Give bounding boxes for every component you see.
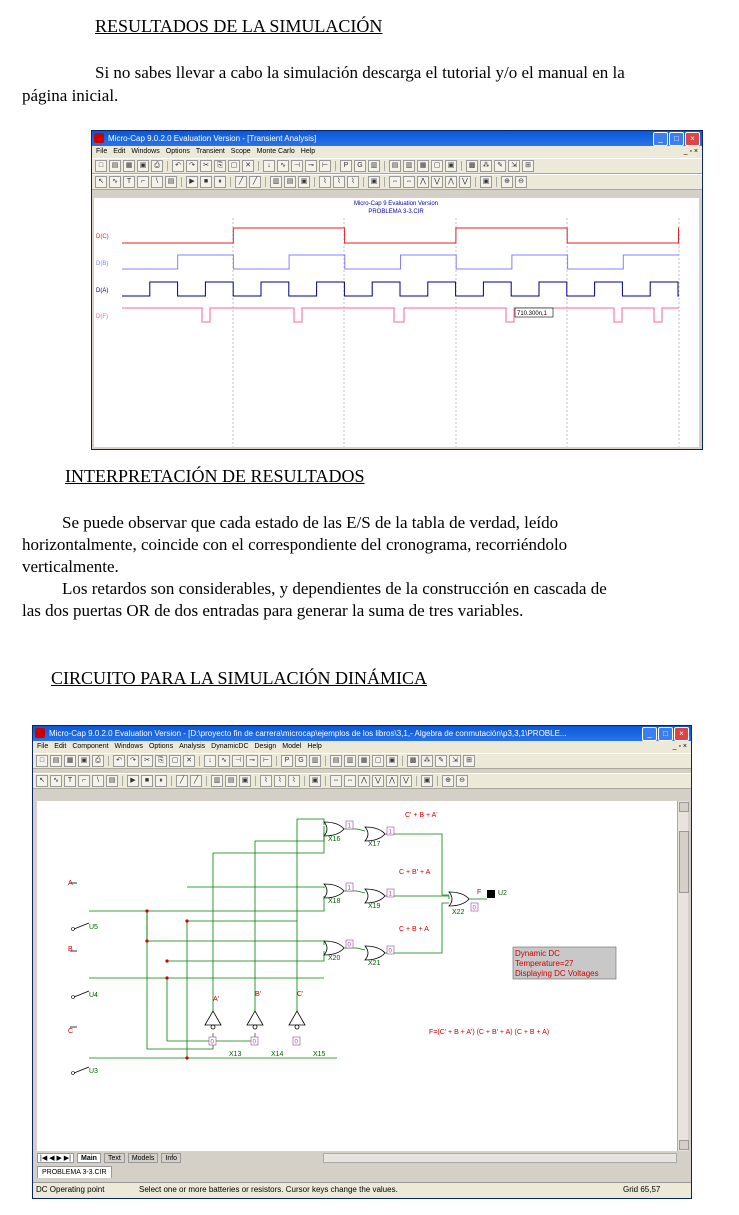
toolbar-button-icon[interactable]: ⌇ [319, 176, 331, 188]
circuit-toolbar-1 [33, 753, 691, 769]
gate-label-x16: X16 [328, 836, 341, 843]
toolbar-button-icon[interactable]: ✎ [435, 755, 447, 767]
toolbar-button-icon[interactable]: G [354, 160, 366, 172]
toolbar-separator [475, 177, 476, 187]
gate-x18 [324, 884, 344, 898]
wire [385, 896, 449, 899]
toolbar-button-icon[interactable]: T [64, 775, 76, 787]
status-message: Select one or more batteries or resistors. Cursor keys change the values. [139, 1185, 398, 1194]
tab-main[interactable]: Main [77, 1153, 101, 1163]
toolbar-button-icon[interactable]: ⋀ [358, 775, 370, 787]
menu-file[interactable]: File [37, 743, 49, 750]
toolbar-button-icon[interactable]: ⋀ [417, 176, 429, 188]
app-icon [94, 133, 104, 143]
circuit-title: Micro-Cap 9.0.2.0 Evaluation Version - [D:\proyecto fin de carrera\microcap\ejemplos de los libros\3,1,- Algebra de conmutación\p3,3,1\PROBLE... [49, 729, 567, 738]
toolbar-separator [122, 776, 123, 786]
toolbar-button-icon[interactable]: ⊕ [501, 176, 513, 188]
toolbar-button-icon[interactable]: ▤ [109, 160, 121, 172]
trace-label-df: D(F) [96, 314, 108, 320]
toolbar-button-icon[interactable]: ∿ [50, 775, 62, 787]
wire [147, 911, 213, 1049]
menu-windows[interactable]: Windows [114, 743, 143, 750]
gate-x19 [365, 889, 385, 903]
tab-info[interactable]: Info [161, 1153, 181, 1163]
toolbar-button-icon[interactable]: ▢ [431, 160, 443, 172]
switch-label-u3: U3 [89, 1068, 98, 1075]
tab-models[interactable]: Models [128, 1153, 159, 1163]
toolbar-separator [108, 756, 109, 766]
status-left: DC Operating point [36, 1185, 105, 1194]
toolbar-button-icon[interactable]: ∿ [277, 160, 289, 172]
toolbar-button-icon[interactable]: ▦ [123, 160, 135, 172]
trace-df [122, 308, 679, 322]
toolbar-button-icon[interactable]: ✎ [494, 160, 506, 172]
toolbar-button-icon[interactable]: ▤ [330, 755, 342, 767]
inverter-top-c: C' [297, 991, 304, 998]
toolbar-button-icon[interactable]: ⎘ [155, 755, 167, 767]
trace-da [122, 282, 679, 296]
toolbar-button-icon[interactable]: ∿ [218, 755, 230, 767]
menu-transient[interactable]: Transient [195, 148, 225, 155]
toolbar-button-icon[interactable]: ▣ [239, 775, 251, 787]
wire [255, 832, 324, 1011]
inverter-label-x14: X14 [271, 1051, 284, 1058]
close-button[interactable]: × [674, 727, 689, 741]
transient-titlebar [92, 131, 702, 146]
sheet-tabs [37, 1153, 322, 1163]
toolbar-button-icon[interactable]: ▥ [270, 176, 282, 188]
toolbar-separator [496, 177, 497, 187]
toolbar-button-icon[interactable]: ⋁ [372, 775, 384, 787]
toolbar-button-icon[interactable]: ∿ [109, 176, 121, 188]
toolbar-button-icon[interactable]: ▣ [137, 160, 149, 172]
toolbar-button-icon[interactable]: □ [95, 160, 107, 172]
toolbar-separator [199, 756, 200, 766]
toolbar-button-icon[interactable]: ▶ [127, 775, 139, 787]
boolean-formula: F=(C' + B + A') (C + B' + A) (C + B + A) [429, 1029, 550, 1036]
gate-label-x18: X18 [328, 898, 341, 905]
toolbar-button-icon[interactable]: ⋀ [445, 176, 457, 188]
toolbar-button-icon[interactable]: ▦ [64, 755, 76, 767]
plot-title-2: PROBLEMA 3-3.CIR [368, 209, 424, 215]
menu-design[interactable]: Design [254, 743, 277, 750]
schematic-wires [70, 819, 487, 1075]
switch-label-u4: U4 [89, 992, 98, 999]
toolbar-button-icon[interactable]: ▥ [368, 160, 380, 172]
toolbar-button-icon[interactable]: ⌇ [347, 176, 359, 188]
toolbar-button-icon[interactable]: ▤ [225, 775, 237, 787]
expr-3: C + B + A [399, 926, 429, 933]
menu-model[interactable]: Model [282, 743, 302, 750]
toolbar-button-icon[interactable]: ↖ [36, 775, 48, 787]
toolbar-separator [402, 756, 403, 766]
toolbar-button-icon[interactable]: □ [36, 755, 48, 767]
mdi-controls[interactable]: _ ▫ × [683, 148, 698, 155]
scroll-down-arrow[interactable] [679, 1140, 689, 1150]
wire [385, 834, 449, 895]
toolbar-button-icon[interactable]: ↓ [263, 160, 275, 172]
toolbar-button-icon[interactable]: ╱ [190, 775, 202, 787]
toolbar-button-icon[interactable]: ⎙ [151, 160, 163, 172]
junction-dot [145, 939, 148, 942]
minimize-button[interactable]: _ [642, 727, 657, 741]
transient-toolbar-1 [92, 158, 702, 174]
vertical-scrollbar[interactable] [677, 801, 688, 1151]
switch-u5-lever [74, 923, 89, 929]
toolbar-separator [258, 161, 259, 171]
toolbar-button-icon[interactable]: ⎙ [92, 755, 104, 767]
toolbar-button-icon[interactable]: ⊖ [456, 775, 468, 787]
toolbar-button-icon[interactable]: ✂ [141, 755, 153, 767]
gate-label-x21: X21 [368, 960, 381, 967]
toolbar-button-icon[interactable]: ▣ [78, 755, 90, 767]
state-x18: 1 [347, 885, 351, 892]
toolbar-button-icon[interactable]: ↶ [113, 755, 125, 767]
junction-dot [165, 959, 168, 962]
info-line-2: Temperature=27 [515, 959, 574, 968]
toolbar-button-icon[interactable]: P [340, 160, 352, 172]
menu-file[interactable]: File [96, 148, 108, 155]
circuit-toolbar-2 [33, 773, 691, 789]
interp-p1-line1: Se puede observar que cada estado de las E/S de la tabla de verdad, leído [62, 513, 559, 532]
toolbar-button-icon[interactable]: ⊕ [442, 775, 454, 787]
toolbar-button-icon[interactable]: ■ [141, 775, 153, 787]
toolbar-button-icon[interactable]: ⇔ [344, 775, 356, 787]
junction-dot [185, 919, 188, 922]
toolbar-button-icon[interactable]: ⊣ [291, 160, 303, 172]
expr-2: C + B' + A [399, 869, 431, 876]
input-label-c: C [68, 1028, 74, 1035]
toolbar-button-icon[interactable]: ⋁ [459, 176, 471, 188]
toolbar-button-icon[interactable]: ■ [200, 176, 212, 188]
toolbar-separator [171, 776, 172, 786]
menu-edit[interactable]: Edit [113, 148, 126, 155]
toolbar-button-icon[interactable]: ⏸ [214, 176, 226, 188]
toolbar-separator [167, 161, 168, 171]
toolbar-button-icon[interactable]: ↶ [172, 160, 184, 172]
transient-toolbar-2 [92, 174, 702, 190]
gate-x17 [365, 827, 385, 841]
toolbar-separator [230, 177, 231, 187]
junction-dot [185, 1056, 188, 1059]
toolbar-button-icon[interactable]: \ [151, 176, 163, 188]
input-label-b: B [68, 946, 73, 953]
toolbar-button-icon[interactable]: ↷ [186, 160, 198, 172]
inverter-x15 [289, 1011, 305, 1025]
inverter-x15-bubble [295, 1025, 299, 1029]
toolbar-button-icon[interactable]: ▥ [403, 160, 415, 172]
inverter-top-b: B' [255, 991, 262, 998]
junction-dot [165, 976, 168, 979]
menu-component[interactable]: Component [72, 743, 109, 750]
close-button[interactable]: × [685, 132, 700, 146]
inverter-x14-bubble [253, 1025, 257, 1029]
input-label-a: A [68, 880, 73, 887]
info-line-1: Dynamic DC [515, 949, 560, 958]
plot-grid [233, 218, 679, 447]
toolbar-button-icon[interactable]: ▥ [211, 775, 223, 787]
section-heading-circuito: CIRCUITO PARA LA SIMULACIÓN DINÁMICA [51, 668, 428, 688]
mdi-controls[interactable]: _ ▫ × [672, 743, 687, 750]
gate-label-x19: X19 [368, 903, 381, 910]
toolbar-button-icon[interactable]: ▣ [445, 160, 457, 172]
toolbar-button-icon[interactable]: \ [92, 775, 104, 787]
toolbar-button-icon[interactable]: ⇔ [330, 775, 342, 787]
switch-u4-lever [74, 991, 89, 997]
state-x14: 0 [252, 1039, 256, 1046]
toolbar-button-icon[interactable]: ↖ [95, 176, 107, 188]
toolbar-button-icon[interactable]: ⇔ [403, 176, 415, 188]
menu-help[interactable]: Help [307, 743, 322, 750]
plot-traces [122, 228, 679, 322]
toolbar-separator [461, 161, 462, 171]
toolbar-button-icon[interactable]: ⊞ [522, 160, 534, 172]
toolbar-button-icon[interactable]: ▤ [389, 160, 401, 172]
wire [297, 819, 324, 1011]
app-icon [35, 728, 45, 738]
trace-label-da: D(A) [96, 288, 109, 294]
tab-text[interactable]: Text [104, 1153, 125, 1163]
toolbar-button-icon[interactable]: ▣ [421, 775, 433, 787]
toolbar-button-icon[interactable]: ⋀ [386, 775, 398, 787]
toolbar-button-icon[interactable]: ╱ [176, 775, 188, 787]
cursor-readout: 710.300n,1 [517, 311, 548, 317]
menu-scope[interactable]: Scope [230, 148, 251, 155]
toolbar-button-icon[interactable]: ⇔ [389, 176, 401, 188]
toolbar-separator [384, 161, 385, 171]
gate-x22 [449, 892, 469, 906]
toolbar-button-icon[interactable]: ⋁ [400, 775, 412, 787]
toolbar-button-icon[interactable]: ✂ [200, 160, 212, 172]
toolbar-separator [384, 177, 385, 187]
toolbar-button-icon[interactable]: T [123, 176, 135, 188]
toolbar-button-icon[interactable]: ↷ [127, 755, 139, 767]
state-x17: 1 [388, 829, 392, 836]
minimize-button[interactable]: _ [653, 132, 668, 146]
gate-label-x20: X20 [328, 955, 341, 962]
trace-label-db: D(B) [96, 261, 109, 267]
circuit-window [32, 725, 692, 1199]
scroll-thumb[interactable] [679, 831, 689, 893]
plot-title-1: Micro-Cap 9 Evaluation Version [353, 201, 439, 207]
inverter-label-x13: X13 [229, 1051, 242, 1058]
toolbar-separator [206, 776, 207, 786]
toolbar-button-icon[interactable]: ⋁ [431, 176, 443, 188]
toolbar-button-icon[interactable]: ⇲ [508, 160, 520, 172]
interp-p1-line3: verticalmente. [22, 557, 119, 576]
toolbar-button-icon[interactable]: ⊢ [319, 160, 331, 172]
toolbar-separator [325, 756, 326, 766]
transient-plot-area[interactable] [94, 198, 699, 447]
wire [187, 921, 297, 1058]
toolbar-separator [416, 776, 417, 786]
wire [89, 896, 324, 911]
info-line-3: Displaying DC Voltages [515, 969, 599, 978]
interp-p2-line1: Los retardos son considerables, y dependientes de la construcción en cascada de [62, 579, 607, 598]
toolbar-button-icon[interactable]: ▦ [358, 755, 370, 767]
toolbar-button-icon[interactable]: ⊣ [232, 755, 244, 767]
toolbar-button-icon[interactable]: ▩ [466, 160, 478, 172]
toolbar-button-icon[interactable]: G [295, 755, 307, 767]
gate-x16 [324, 822, 344, 836]
menu-windows[interactable]: Windows [131, 148, 160, 155]
toolbar-button-icon[interactable]: ▣ [298, 176, 310, 188]
trace-db [122, 255, 679, 269]
toolbar-button-icon[interactable]: ▢ [169, 755, 181, 767]
toolbar-button-icon[interactable]: ↓ [204, 755, 216, 767]
toolbar-separator [314, 177, 315, 187]
toolbar-button-icon[interactable]: ⇲ [449, 755, 461, 767]
toolbar-button-icon[interactable]: ⎘ [214, 160, 226, 172]
state-x21: 0 [388, 948, 392, 955]
toolbar-button-icon[interactable]: ▤ [284, 176, 296, 188]
wire [213, 826, 324, 1011]
timing-diagram [94, 198, 699, 447]
state-x15: 0 [294, 1039, 298, 1046]
menu-dynamicdc[interactable]: DynamicDC [211, 743, 249, 750]
toolbar-button-icon[interactable]: ⌐ [137, 176, 149, 188]
state-x20: 0 [347, 942, 351, 949]
state-x16: 1 [347, 823, 351, 830]
toolbar-button-icon[interactable]: ▣ [480, 176, 492, 188]
toolbar-button-icon[interactable]: ✕ [242, 160, 254, 172]
inverter-top-a: A' [213, 996, 220, 1003]
wire [167, 951, 324, 961]
toolbar-button-icon[interactable]: ▩ [407, 755, 419, 767]
menu-analysis[interactable]: Analysis [179, 743, 206, 750]
toolbar-button-icon[interactable]: ▤ [50, 755, 62, 767]
menu-edit[interactable]: Edit [54, 743, 67, 750]
menu-options[interactable]: Options [165, 148, 190, 155]
circuit-titlebar [33, 726, 691, 741]
output-ref: U2 [498, 890, 507, 897]
wire [167, 978, 255, 1041]
inverter-x13-bubble [211, 1025, 215, 1029]
wire [187, 887, 324, 888]
inverter-x13 [205, 1011, 221, 1025]
junction-dot [145, 909, 148, 912]
toolbar-button-icon[interactable]: ⊖ [515, 176, 527, 188]
status-grid: Grid 65,57 [623, 1185, 661, 1194]
toolbar-button-icon[interactable]: ▤ [106, 775, 118, 787]
wire [147, 911, 324, 945]
toolbar-separator [181, 177, 182, 187]
toolbar-separator [265, 177, 266, 187]
toolbar-button-icon[interactable]: ⊸ [246, 755, 258, 767]
toolbar-button-icon[interactable]: ▣ [368, 176, 380, 188]
toolbar-button-icon[interactable]: ▦ [417, 160, 429, 172]
toolbar-separator [304, 776, 305, 786]
toolbar-button-icon[interactable]: ⊞ [463, 755, 475, 767]
toolbar-separator [363, 177, 364, 187]
state-boxes [209, 821, 478, 1046]
toolbar-button-icon[interactable]: ⏸ [155, 775, 167, 787]
intro-line-1: Si no sabes llevar a cabo la simulación descarga el tutorial y/o el manual en la [95, 63, 625, 82]
gate-label-x22: X22 [452, 909, 465, 916]
transient-analysis-window [91, 130, 703, 450]
section-heading-resultados: RESULTADOS DE LA SIMULACIÓN [95, 16, 383, 36]
gate-label-x17: X17 [368, 841, 381, 848]
menu-help[interactable]: Help [300, 148, 316, 155]
toolbar-button-icon[interactable]: ⌇ [333, 176, 345, 188]
toolbar-button-icon[interactable]: ╱ [235, 176, 247, 188]
maximize-button[interactable]: □ [658, 727, 673, 741]
toolbar-button-icon[interactable]: ⁂ [480, 160, 492, 172]
menu-options[interactable]: Options [148, 743, 174, 750]
interp-p2-line2: las dos puertas OR de dos entradas para generar la suma de tres variables. [22, 601, 524, 620]
trace-dc [122, 228, 679, 243]
gate-x21 [365, 946, 385, 960]
toolbar-button-icon[interactable]: ✕ [183, 755, 195, 767]
maximize-button[interactable]: □ [669, 132, 684, 146]
toolbar-button-icon[interactable]: ▥ [344, 755, 356, 767]
toolbar-separator [276, 756, 277, 766]
toolbar-button-icon[interactable]: ⁂ [421, 755, 433, 767]
transient-menubar [92, 146, 702, 158]
toolbar-separator [437, 776, 438, 786]
trace-label-dc: D(C) [96, 234, 109, 240]
schematic [37, 801, 677, 1151]
toolbar-button-icon[interactable]: ⌇ [288, 775, 300, 787]
toolbar-button-icon[interactable]: ⊸ [305, 160, 317, 172]
switch-label-u5: U5 [89, 924, 98, 931]
toolbar-button-icon[interactable]: ▣ [386, 755, 398, 767]
toolbar-button-icon[interactable]: ▥ [309, 755, 321, 767]
toolbar-button-icon[interactable]: ⌇ [260, 775, 272, 787]
switch-u3-lever [74, 1067, 89, 1073]
toolbar-button-icon[interactable]: ⊢ [260, 755, 272, 767]
toolbar-separator [335, 161, 336, 171]
interp-p1-line2: horizontalmente, coincide con el correspondiente del cronograma, recorriéndolo [22, 535, 568, 554]
state-x13: 0 [210, 1039, 214, 1046]
intro-line-2: página inicial. [22, 86, 119, 105]
section-heading-interpretacion: INTERPRETACIÓN DE RESULTADOS [65, 466, 365, 486]
file-tab[interactable]: PROBLEMA 3-3.CIR [37, 1166, 112, 1178]
toolbar-button-icon[interactable]: ▢ [372, 755, 384, 767]
inverter-label-x15: X15 [313, 1051, 326, 1058]
toolbar-separator [255, 776, 256, 786]
schematic-canvas[interactable] [37, 801, 677, 1151]
toolbar-button-icon[interactable]: ▣ [309, 775, 321, 787]
status-bar [33, 1182, 691, 1198]
tab-nav-arrows[interactable]: |◀ ◀ ▶ ▶| [37, 1153, 74, 1163]
expr-1: C' + B + A' [405, 812, 438, 819]
scroll-up-arrow[interactable] [679, 802, 689, 812]
transient-title: Micro-Cap 9.0.2.0 Evaluation Version - [Transient Analysis] [108, 134, 317, 143]
state-x19: 1 [388, 891, 392, 898]
toolbar-button-icon[interactable]: ╱ [249, 176, 261, 188]
circuit-menubar [33, 741, 691, 753]
state-x22: 0 [472, 905, 476, 912]
output-probe [487, 890, 495, 898]
toolbar-separator [325, 776, 326, 786]
gate-x20 [324, 941, 344, 955]
toolbar-button-icon[interactable]: P [281, 755, 293, 767]
menu-monte-carlo[interactable]: Monte Carlo [256, 148, 295, 155]
toolbar-button-icon[interactable]: ⌐ [78, 775, 90, 787]
toolbar-button-icon[interactable]: ⌇ [274, 775, 286, 787]
horizontal-scrollbar[interactable] [323, 1153, 677, 1163]
inverter-x14 [247, 1011, 263, 1025]
output-label: F [477, 889, 482, 896]
toolbar-button-icon[interactable]: ▤ [165, 176, 177, 188]
toolbar-button-icon[interactable]: ▶ [186, 176, 198, 188]
toolbar-button-icon[interactable]: ▢ [228, 160, 240, 172]
